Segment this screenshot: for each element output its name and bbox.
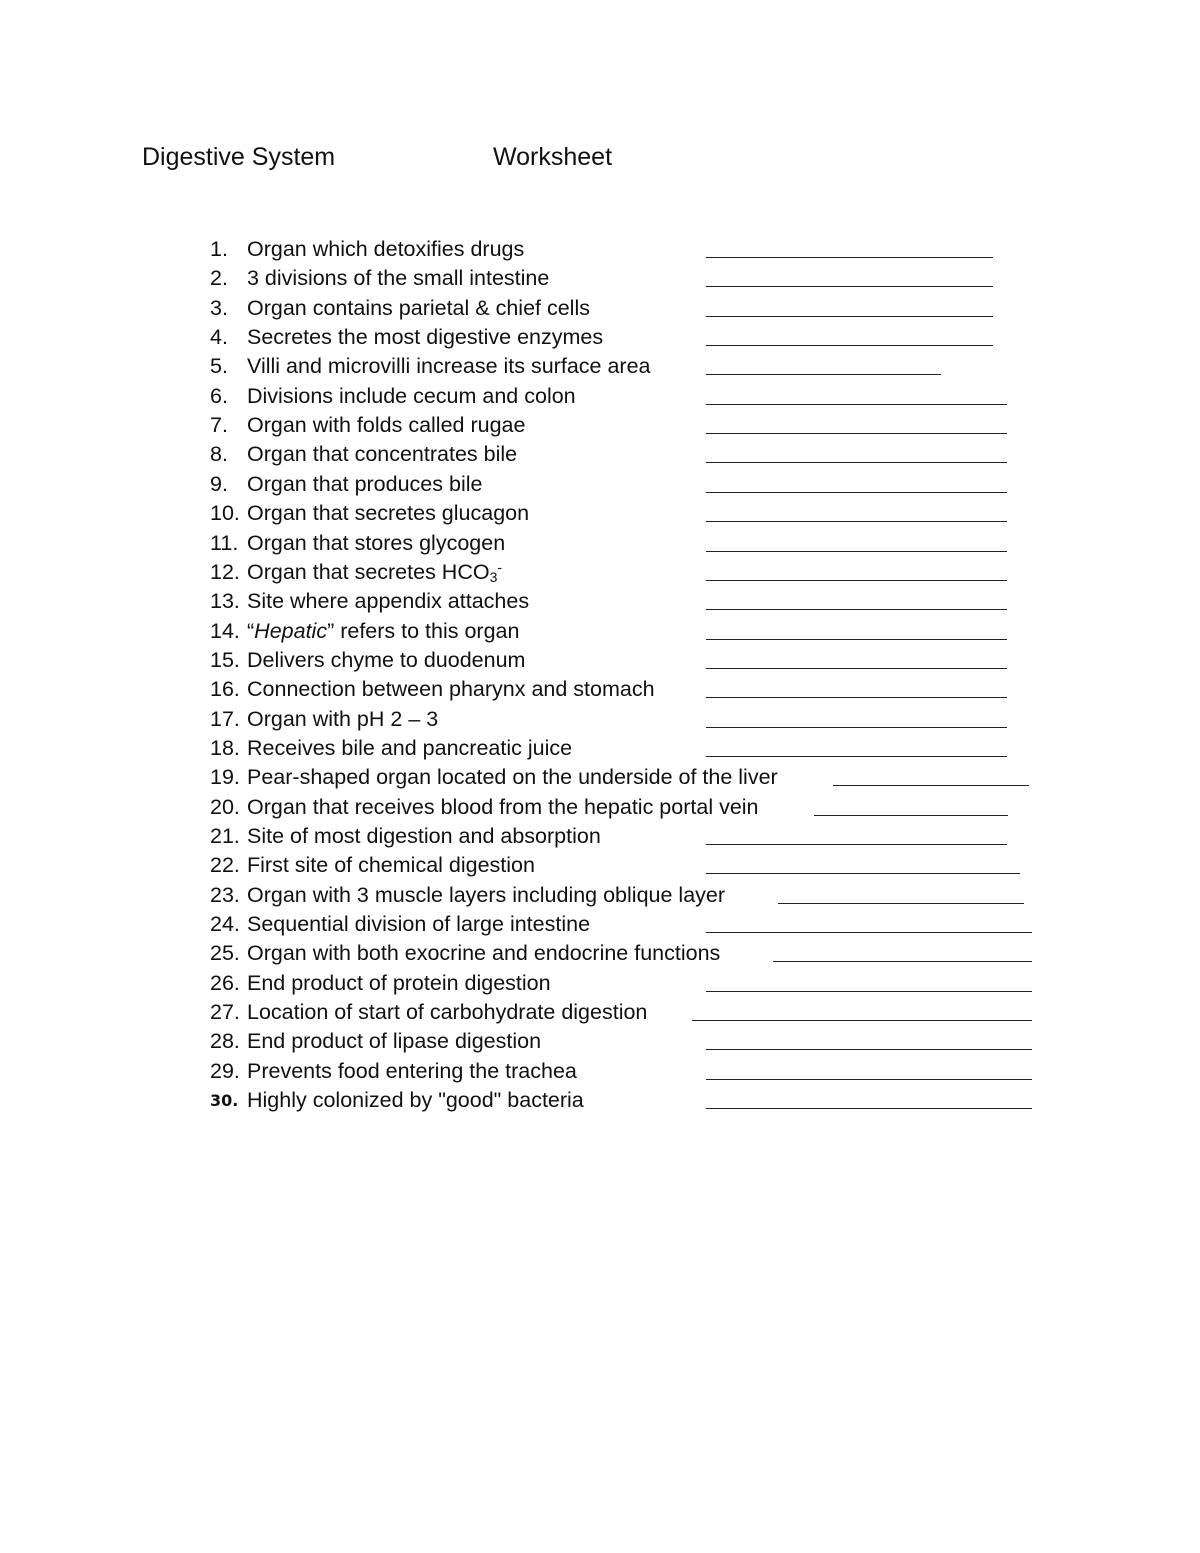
question-text-main: Organ that concentrates bile (247, 442, 518, 467)
answer-blank[interactable] (706, 727, 1007, 728)
question-row (0, 1086, 1200, 1115)
question-text-main: Organ with folds called rugae (247, 413, 526, 438)
question-number: 11. (210, 530, 239, 555)
question-text (247, 440, 517, 469)
formula-superscript: - (497, 558, 503, 575)
answer-blank[interactable] (706, 462, 1007, 463)
question-number: 13. (210, 589, 240, 614)
answer-blank[interactable] (833, 785, 1029, 786)
answer-blank[interactable] (706, 1079, 1032, 1080)
question-row (0, 969, 1200, 998)
question-number: 20. (210, 794, 240, 819)
question-text (247, 646, 525, 675)
answer-blank[interactable] (706, 697, 1007, 698)
question-number: 21. (210, 824, 240, 848)
question-text (247, 499, 529, 528)
answer-blank[interactable] (706, 580, 1007, 581)
question-text-main: Prevents food entering the trachea (247, 1058, 577, 1083)
question-list (0, 235, 1200, 1135)
question-text (247, 998, 647, 1027)
question-number: 27. (210, 1000, 240, 1025)
question-text-main: Secretes the most digestive enzymes (247, 325, 604, 350)
question-text (247, 411, 525, 440)
question-text (247, 675, 655, 704)
question-row (0, 617, 1200, 646)
question-text (247, 323, 603, 352)
question-text-main: First site of chemical digestion (247, 853, 535, 878)
question-text-main: Site where appendix attaches (247, 589, 530, 614)
question-text-main: Pear-shaped organ located on the underside of the liver (247, 765, 778, 790)
question-text-main: Location of start of carbohydrate digestion (247, 1000, 648, 1025)
question-row (0, 440, 1200, 469)
question-text (247, 529, 505, 558)
question-text-italic: Hepatic (254, 618, 328, 643)
question-number: 17. (210, 706, 240, 731)
question-row (0, 558, 1200, 587)
question-text-main: Organ with 3 muscle layers including oblique layer (247, 882, 726, 907)
question-row (0, 646, 1200, 675)
question-row (0, 705, 1200, 734)
question-number: 18. (210, 735, 240, 760)
question-number: 29. (210, 1058, 240, 1083)
question-text-main: Divisions include cecum and colon (247, 383, 576, 408)
question-number: 3. (210, 295, 228, 320)
question-number: 23. (210, 882, 240, 907)
question-number: 5. (210, 354, 228, 379)
question-text-main: Organ which detoxifies drugs (247, 237, 525, 261)
document-title: Digestive System (142, 143, 336, 171)
question-row (0, 1027, 1200, 1056)
document-subtitle: Worksheet (493, 143, 613, 171)
question-text (247, 352, 650, 381)
question-text (247, 851, 535, 880)
answer-blank[interactable] (706, 844, 1007, 845)
question-row (0, 734, 1200, 763)
question-number: 26. (210, 970, 240, 995)
question-text (247, 734, 572, 763)
answer-blank[interactable] (706, 257, 993, 258)
question-number: 22. (210, 853, 240, 878)
question-text (247, 763, 778, 792)
question-row (0, 352, 1200, 381)
question-text-main: Villi and microvilli increase its surface area (247, 354, 651, 379)
question-row (0, 998, 1200, 1027)
answer-blank[interactable] (706, 374, 941, 375)
question-text (247, 470, 482, 499)
question-row (0, 881, 1200, 910)
question-row (0, 675, 1200, 704)
question-text (247, 1057, 577, 1086)
question-text (247, 294, 590, 323)
answer-blank[interactable] (706, 756, 1007, 757)
answer-blank[interactable] (706, 639, 1007, 640)
answer-blank[interactable] (706, 668, 1007, 669)
question-number: 28. (210, 1029, 240, 1054)
question-row (0, 587, 1200, 616)
question-text-main: End product of protein digestion (247, 970, 551, 995)
question-number: 25. (210, 941, 240, 966)
question-text-main: Organ with pH 2 – 3 (247, 706, 439, 731)
question-text-main: Organ that receives blood from the hepatic portal vein (247, 794, 759, 819)
question-number: 1. (210, 237, 228, 261)
question-text-main: Receives bile and pancreatic juice (247, 735, 573, 760)
question-row (0, 1057, 1200, 1086)
question-number: 30. (210, 1091, 239, 1111)
question-number: 16. (210, 677, 240, 702)
question-text (247, 705, 438, 734)
question-text (247, 881, 725, 910)
question-row (0, 939, 1200, 968)
answer-blank[interactable] (706, 1108, 1032, 1109)
question-text-main: Connection between pharynx and stomach (247, 677, 655, 702)
question-row (0, 235, 1200, 264)
question-number: 6. (210, 383, 228, 408)
question-row (0, 793, 1200, 822)
answer-blank[interactable] (706, 492, 1007, 493)
answer-blank[interactable] (706, 286, 993, 287)
question-number: 2. (210, 266, 228, 291)
question-text-main: Highly colonized by "good" bacteria (247, 1088, 584, 1113)
answer-blank[interactable] (706, 991, 1032, 992)
question-number: 10. (210, 501, 240, 526)
question-number: 15. (210, 647, 240, 672)
question-number: 4. (210, 325, 228, 350)
question-text (247, 235, 524, 264)
question-number: 9. (210, 471, 228, 496)
question-text-main: “ (247, 618, 255, 643)
question-text-main: Sequential division of large intestine (247, 912, 591, 937)
question-text (247, 558, 502, 587)
question-text (247, 382, 576, 411)
question-text-main: Organ that secretes HCO (247, 559, 490, 584)
question-text (247, 969, 551, 998)
question-text (247, 617, 519, 646)
answer-blank[interactable] (706, 1049, 1032, 1050)
question-text-rest: ” refers to this organ (327, 618, 520, 643)
answer-blank[interactable] (706, 873, 1020, 874)
question-text (247, 587, 529, 616)
question-row (0, 529, 1200, 558)
answer-blank[interactable] (778, 903, 1024, 904)
question-text-main: 3 divisions of the small intestine (247, 266, 550, 291)
question-text (247, 1027, 541, 1056)
question-row (0, 323, 1200, 352)
question-row (0, 763, 1200, 792)
answer-blank[interactable] (773, 961, 1032, 962)
answer-blank[interactable] (814, 815, 1008, 816)
question-row (0, 382, 1200, 411)
question-text (247, 1086, 584, 1115)
answer-blank[interactable] (706, 345, 993, 346)
question-text-main: Organ contains parietal & chief cells (247, 295, 590, 320)
answer-blank[interactable] (706, 609, 1007, 610)
question-text-main: Delivers chyme to duodenum (247, 647, 526, 672)
answer-blank[interactable] (706, 433, 1007, 434)
question-row (0, 822, 1200, 851)
answer-blank[interactable] (706, 521, 1007, 522)
question-number: 7. (210, 413, 228, 438)
question-row (0, 910, 1200, 939)
question-text (247, 264, 549, 293)
question-number: 12. (210, 559, 240, 584)
question-text-main: Site of most digestion and absorption (247, 824, 601, 848)
answer-blank[interactable] (706, 932, 1032, 933)
question-text-main: Organ with both exocrine and endocrine functions (247, 941, 721, 966)
answer-blank[interactable] (692, 1020, 1032, 1021)
formula-subscript: 3 (489, 568, 498, 585)
question-number: 8. (210, 442, 228, 467)
question-text (247, 910, 590, 939)
answer-blank[interactable] (706, 316, 993, 317)
question-row (0, 411, 1200, 440)
question-row (0, 470, 1200, 499)
answer-blank[interactable] (706, 404, 1007, 405)
question-text (247, 793, 759, 822)
question-row (0, 264, 1200, 293)
question-row (0, 499, 1200, 528)
question-number: 24. (210, 912, 240, 937)
question-number: 19. (210, 765, 240, 790)
question-row (0, 851, 1200, 880)
question-text-main: Organ that secretes glucagon (247, 501, 530, 526)
question-row (0, 294, 1200, 323)
question-text-main: Organ that produces bile (247, 471, 483, 496)
question-text (247, 939, 720, 968)
question-text-main: End product of lipase digestion (247, 1029, 542, 1054)
question-text-main: Organ that stores glycogen (247, 530, 506, 555)
question-number: 14. (210, 618, 240, 643)
question-text (247, 822, 601, 851)
answer-blank[interactable] (706, 551, 1007, 552)
